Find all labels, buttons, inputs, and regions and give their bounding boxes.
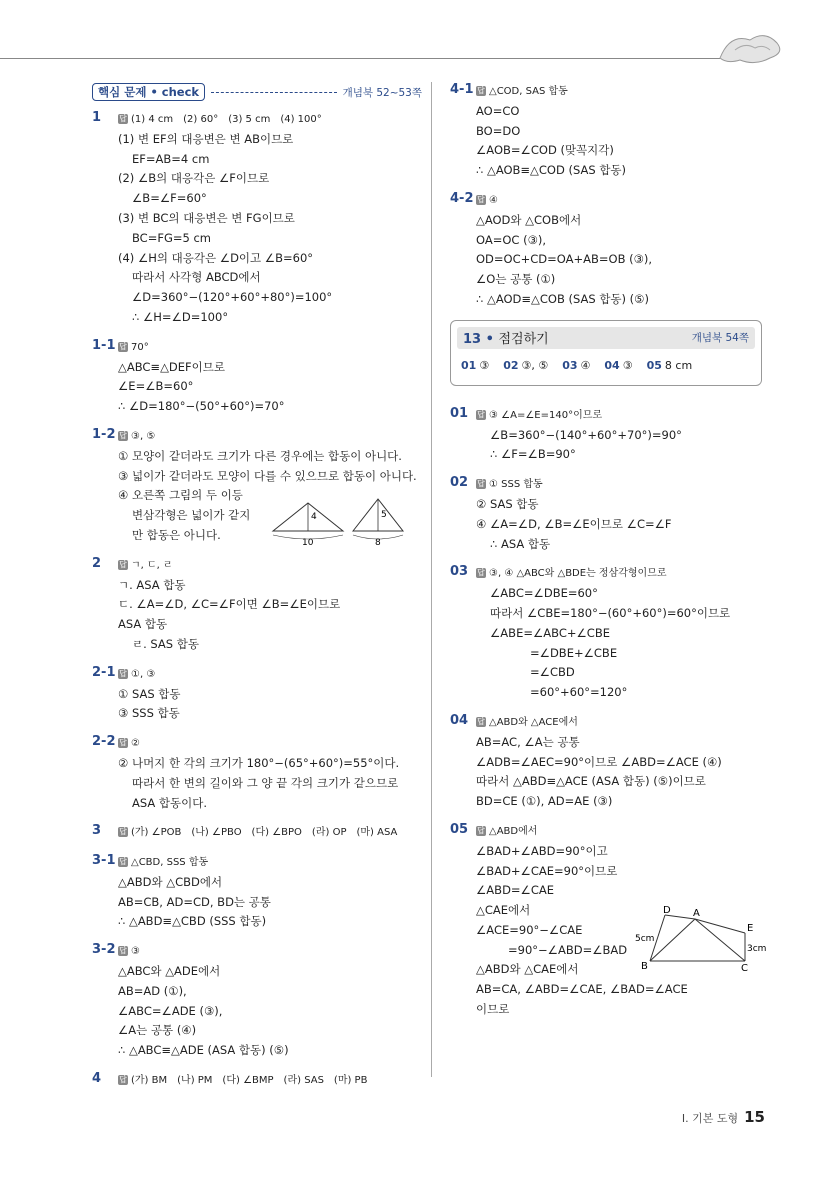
solution-line: ∴ ASA 합동 <box>490 536 551 551</box>
solution-line: ④ 오른쪽 그림의 두 이등 <box>118 488 243 503</box>
solution-line: =∠CBD <box>530 665 575 680</box>
answer-line: 답 (가) ∠POB (나) ∠PBO (다) ∠BPO (라) OP (마) ASA <box>119 827 398 839</box>
answer-badge-icon: 답 <box>119 559 127 569</box>
solution-line: OA=OC (③), <box>476 232 547 247</box>
answer-badge-icon: 답 <box>477 568 485 578</box>
solution-line: △ABC와 △ADE에서 <box>118 964 221 979</box>
problem <box>92 942 422 1061</box>
solution-line: BO=DO <box>476 123 521 138</box>
solution-line: ∠BAD+∠CAE=90°이므로 <box>476 863 618 878</box>
problem-number: 3 <box>92 823 102 839</box>
problem <box>92 556 422 655</box>
answer-line: 답 ③ <box>119 946 140 958</box>
label-C: C <box>741 963 748 974</box>
solution-line: =60°+60°=120° <box>530 685 628 700</box>
solution-line: ∠A는 공통 (④) <box>118 1023 197 1038</box>
solution-line: ∴ △ABD≡△CBD (SSS 합동) <box>118 914 267 929</box>
solution-line: AO=CO <box>476 103 520 118</box>
solution-line: 따라서 사각형 ABCD에서 <box>132 270 261 285</box>
answer-line: 답 △ABD와 △ACE에서 <box>477 716 578 728</box>
answer-line: 답 ④ <box>477 194 498 206</box>
checkup-ref: 개념북 54쪽 <box>691 332 749 345</box>
footer-section: I. 기본 도형 <box>681 1112 739 1125</box>
problem-number: 02 <box>450 475 469 491</box>
solution-line: ① 모양이 같더라도 크기가 다른 경우에는 합동이 아니다. <box>118 448 402 463</box>
solution-line: ∴ ∠D=180°−(50°+60°)=70° <box>118 399 285 414</box>
answer-line: 답 ㄱ, ㄷ, ㄹ <box>119 559 173 571</box>
solution-line: ∠B=∠F=60° <box>132 191 207 206</box>
label-A: A <box>693 908 700 919</box>
right-problems-a <box>450 82 780 310</box>
problem-number: 4-2 <box>450 190 474 206</box>
problem-number: 3-1 <box>92 853 116 869</box>
checkup-answer: 02 ③, ⑤ <box>503 358 549 372</box>
answer-badge-icon: 답 <box>477 86 485 95</box>
answer-badge-icon: 답 <box>119 114 127 123</box>
answer-line: 답 (1) 4 cm (2) 60° (3) 5 cm (4) 100° <box>119 114 322 125</box>
solution-line: ① SAS 합동 <box>118 686 181 701</box>
answer-line: 답 ③ ∠A=∠E=140°이므로 <box>477 409 603 421</box>
answer-line: 답 ①, ③ <box>119 668 156 680</box>
problem-number: 2-2 <box>92 734 116 750</box>
solution-line: ∠B=360°−(140°+60°+70°)=90° <box>490 427 682 442</box>
tri2-height: 5 <box>381 510 387 520</box>
solution-line: ∴ △AOB≡△COD (SAS 합동) <box>476 163 627 178</box>
solution-line: BD=CE (①), AD=AE (③) <box>476 794 613 809</box>
problem-number: 1-1 <box>92 337 116 353</box>
solution-line: ㄹ. SAS 합동 <box>132 636 199 651</box>
solution-line: ∠D=360°−(120°+60°+80°)=100° <box>132 290 333 305</box>
answer-line: 답 ③, ⑤ <box>119 430 156 442</box>
answer-badge-icon: 답 <box>477 479 485 489</box>
solution-line: 따라서 △ABD≡△ACE (ASA 합동) (⑤)이므로 <box>476 774 706 789</box>
problem-number: 1 <box>92 110 102 125</box>
solution-line: AB=AC, ∠A는 공통 <box>476 734 580 749</box>
label-E: E <box>747 923 754 934</box>
solution-line: 이므로 <box>476 1002 510 1017</box>
problem-number: 3-2 <box>92 942 116 958</box>
solution-line: ∠ABE=∠ABC+∠CBE <box>490 625 610 640</box>
solution-line: 변삼각형은 넓이가 같지 <box>132 508 251 523</box>
isosceles-triangles-figure <box>268 495 418 545</box>
solution-line: 만 합동은 아니다. <box>132 527 221 542</box>
solution-line: ∠ABC=∠ADE (③), <box>118 1003 223 1018</box>
solution-line: EF=AB=4 cm <box>132 151 210 166</box>
solution-line: △ABC≡△DEF이므로 <box>118 359 225 374</box>
solution-line: ∠ABD=∠CAE <box>476 883 555 898</box>
checkup-title: 13 • 점검하기 <box>463 332 549 348</box>
page-footer <box>682 1108 765 1126</box>
left-problems <box>92 110 422 1091</box>
answer-badge-icon: 답 <box>119 341 127 351</box>
label-D: D <box>663 905 671 916</box>
answer-badge-icon: 답 <box>119 827 127 837</box>
solution-line: ∠O는 공통 (①) <box>476 272 556 287</box>
triangle-2 <box>353 499 403 545</box>
checkup-box <box>450 320 762 386</box>
answer-badge-icon: 답 <box>119 430 127 440</box>
answer-line: 답 △ABD에서 <box>477 825 538 837</box>
answer-line: 답 △COD, SAS 합동 <box>477 86 568 97</box>
answer-badge-icon: 답 <box>119 1075 127 1085</box>
answer-line: 답 △CBD, SSS 합동 <box>119 857 209 869</box>
solution-line: 따라서 한 변의 길이와 그 양 끝 각의 크기가 같으므로 <box>132 775 399 790</box>
problem-number: 03 <box>450 564 469 580</box>
problem <box>450 82 780 181</box>
answer-badge-icon: 답 <box>477 825 485 835</box>
solution-line: ∠BAD+∠ABD=90°이고 <box>476 843 608 858</box>
solution-line: ∠ABC=∠DBE=60° <box>490 586 598 601</box>
checkup-answer: 04 ③ <box>604 358 633 372</box>
problem-number: 1-2 <box>92 426 116 442</box>
solution-line: ㄱ. ASA 합동 <box>118 577 186 592</box>
column-divider <box>431 82 432 1077</box>
tri1-base: 10 <box>302 538 314 545</box>
solution-line: ASA 합동이다. <box>132 795 207 810</box>
solution-line: OD=OC+CD=OA+AB=OB (③), <box>476 252 653 267</box>
solution-line: AB=CB, AD=CD, BD는 공통 <box>118 894 271 909</box>
problem-number: 05 <box>450 821 469 837</box>
problem <box>92 665 422 724</box>
solution-line: AB=AD (①), <box>118 983 187 998</box>
answer-badge-icon: 답 <box>119 738 127 748</box>
solution-line: ㄷ. ∠A=∠D, ∠C=∠F이면 ∠B=∠E이므로 <box>118 597 341 612</box>
problem-number: 2-1 <box>92 664 116 680</box>
solution-line: ③ 넓이가 같더라도 모양이 다를 수 있으므로 합동이 아니다. <box>118 468 417 483</box>
solution-line: BC=FG=5 cm <box>132 230 212 245</box>
label-5cm: 5cm <box>635 934 655 944</box>
problem <box>92 110 422 328</box>
problem-number: 01 <box>450 405 469 421</box>
solution-line: △ABD와 △CBD에서 <box>118 874 223 889</box>
problem <box>92 1071 422 1091</box>
answer-line: 답 ③, ④ △ABC와 △BDE는 정삼각형이므로 <box>477 568 667 580</box>
answer-badge-icon: 답 <box>119 857 127 867</box>
solution-line: ASA 합동 <box>118 617 168 632</box>
checkup-answer: 05 8 cm <box>646 358 693 372</box>
solution-line: AB=CA, ∠ABD=∠CAE, ∠BAD=∠ACE <box>476 982 688 997</box>
problem <box>450 713 780 812</box>
top-rule <box>0 58 720 59</box>
solution-line: (3) 변 BC의 대응변은 변 FG이므로 <box>118 210 295 225</box>
problem <box>450 406 780 465</box>
solution-line: ③ SSS 합동 <box>118 706 180 721</box>
solution-line: ④ ∠A=∠D, ∠B=∠E이므로 ∠C=∠F <box>476 516 672 531</box>
answer-line: 답 (가) BM (나) PM (다) ∠BMP (라) SAS (마) PB <box>119 1075 368 1087</box>
answer-line: 답 ② <box>119 738 140 750</box>
answer-line: 답 ① SSS 합동 <box>477 479 543 491</box>
answer-badge-icon: 답 <box>477 194 485 204</box>
solution-line: ∠ADB=∠AEC=90°이므로 ∠ABD=∠ACE (④) <box>476 754 722 769</box>
answer-badge-icon: 답 <box>119 668 127 678</box>
section-ref: 개념북 52~53쪽 <box>342 86 422 99</box>
solution-line: △CAE에서 <box>476 903 531 918</box>
solution-line: ∠ACE=90°−∠CAE <box>476 922 583 937</box>
solution-line: (4) ∠H의 대응각은 ∠D이고 ∠B=60° <box>118 250 314 265</box>
page-number: 15 <box>744 1108 765 1126</box>
section-pill: 핵심 문제 • check <box>92 83 205 101</box>
problem <box>92 734 422 813</box>
right-column <box>450 82 780 1030</box>
checkup-answer: 03 ④ <box>562 358 591 372</box>
solution-line: ∴ ∠F=∠B=90° <box>490 447 576 462</box>
problem <box>450 475 780 554</box>
checkup-answers <box>461 359 755 372</box>
solution-line: △ABD와 △CAE에서 <box>476 962 579 977</box>
tri1-height: 4 <box>311 512 317 522</box>
answer-line: 답 70° <box>119 341 149 353</box>
solution-line: ∴ △AOD≡△COB (SAS 합동) (⑤) <box>476 291 649 306</box>
problem-number: 4-1 <box>450 82 474 97</box>
solution-line: (2) ∠B의 대응각은 ∠F이므로 <box>118 171 270 186</box>
problem <box>92 338 422 417</box>
tri2-base: 8 <box>375 538 381 545</box>
solution-line: =∠DBE+∠CBE <box>530 645 618 660</box>
label-B: B <box>641 961 648 972</box>
solution-line: ② 나머지 한 각의 크기가 180°−(65°+60°)=55°이다. <box>118 755 400 770</box>
answer-badge-icon: 답 <box>477 716 485 726</box>
right-triangle-figure <box>635 905 770 975</box>
checkup-answer: 01 ③ <box>461 358 490 372</box>
solution-line: ∠AOB=∠COD (맞꼭지각) <box>476 143 614 158</box>
solution-line: ∴ ∠H=∠D=100° <box>132 309 229 324</box>
problem-number: 2 <box>92 555 102 571</box>
left-column <box>92 82 422 1101</box>
answer-badge-icon: 답 <box>477 409 485 419</box>
problem <box>450 191 780 310</box>
problem-number: 04 <box>450 712 469 728</box>
solution-line: =90°−∠ABD=∠BAD <box>508 942 628 957</box>
solution-line: ∴ △ABC≡△ADE (ASA 합동) (⑤) <box>118 1043 289 1058</box>
problem-number: 4 <box>92 1071 102 1087</box>
solution-line: ② SAS 합동 <box>476 496 539 511</box>
solution-line: △AOD와 △COB에서 <box>476 212 582 227</box>
solution-line: (1) 변 EF의 대응변은 변 AB이므로 <box>118 131 294 146</box>
solution-line: 따라서 ∠CBE=180°−(60°+60°)=60°이므로 <box>490 605 731 620</box>
section-header <box>92 82 422 102</box>
answer-badge-icon: 답 <box>119 946 127 956</box>
problem <box>450 564 780 703</box>
solution-line: ∠E=∠B=60° <box>118 379 194 394</box>
triangle-1 <box>273 503 343 545</box>
corner-decoration-icon <box>715 28 785 68</box>
problem <box>92 853 422 932</box>
problem <box>92 823 422 843</box>
label-3cm: 3cm <box>747 944 767 954</box>
